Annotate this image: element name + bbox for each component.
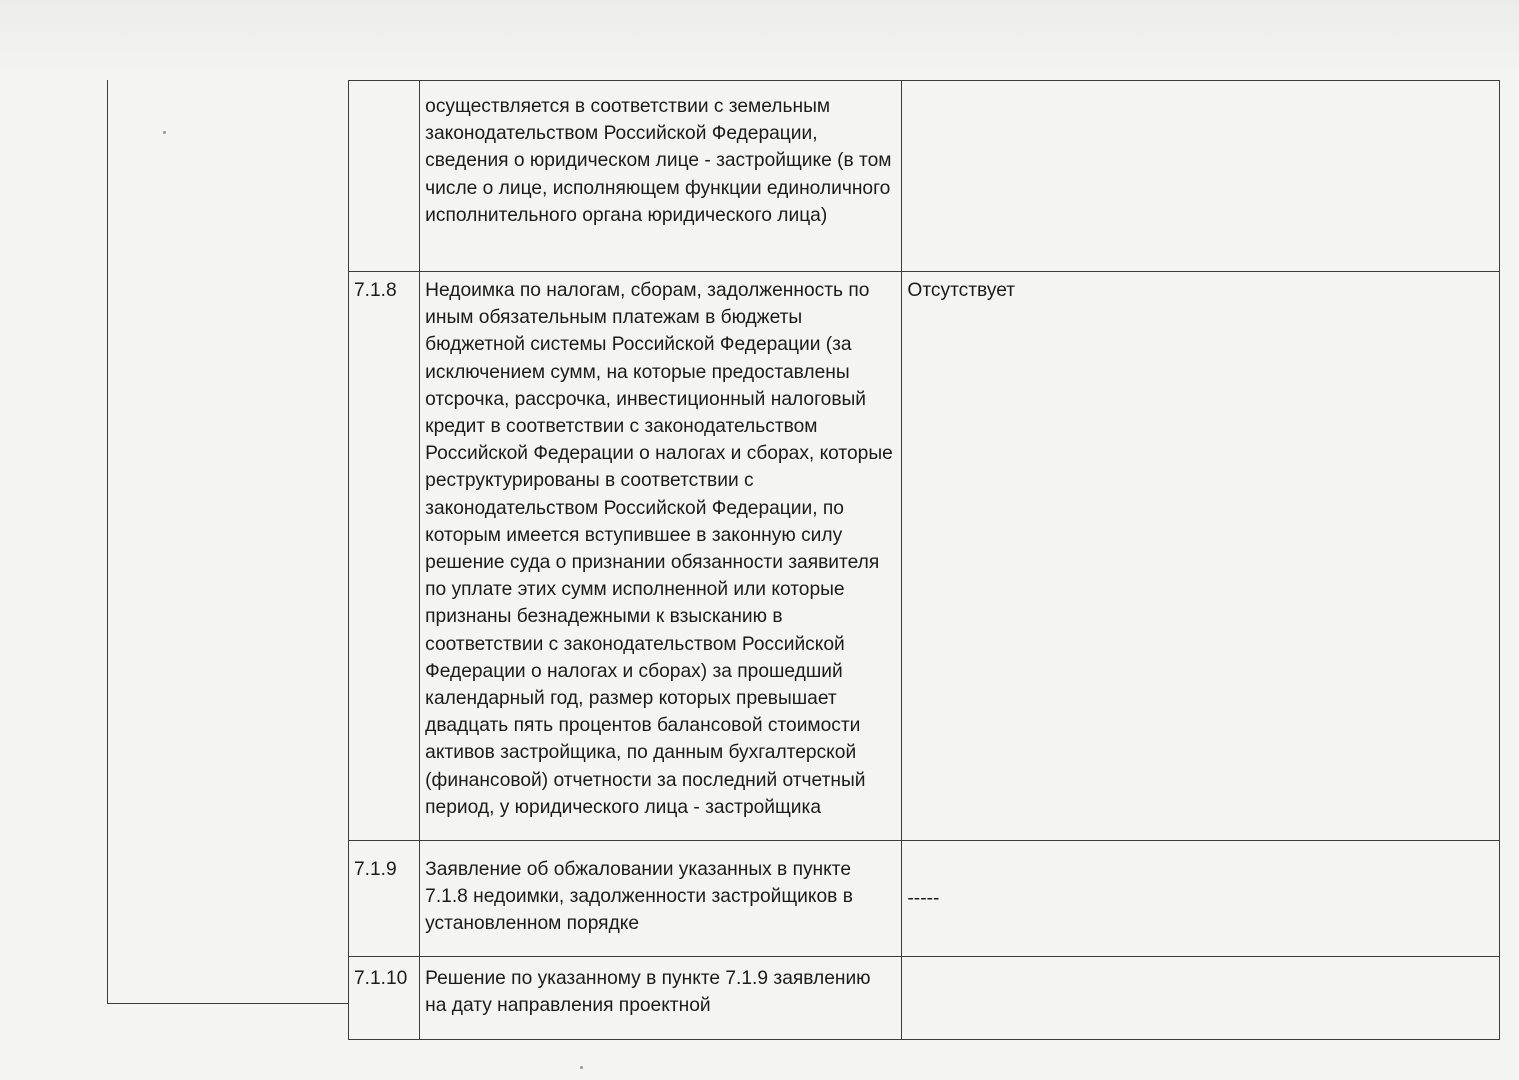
outer-table-bottom-border [107, 1003, 349, 1004]
outer-table-left-border [107, 80, 108, 1004]
scan-speck [163, 131, 166, 134]
row-value: Отсутствует [902, 272, 1500, 841]
row-value: ----- [902, 841, 1500, 957]
row-value [902, 81, 1500, 272]
declaration-table [348, 80, 1500, 1040]
table-row [349, 81, 1500, 272]
row-number: 7.1.10 [349, 957, 420, 1040]
scan-speck [580, 1066, 583, 1069]
row-number [349, 81, 420, 272]
row-description: Заявление об обжаловании указанных в пункте 7.1.8 недоимки, задолженности застройщиков в установленном порядке [420, 841, 902, 957]
row-number: 7.1.8 [349, 272, 420, 841]
scan-background [0, 0, 1519, 80]
table-row [349, 272, 1500, 841]
row-description: Недоимка по налогам, сборам, задолженность по иным обязательным платежам в бюджеты бюджетной системы Российской Федерации (за исключением сумм, на которые предоставлены отсрочка, рассрочка, инвестиционный налоговый кредит в соответствии с законодательством Российской Федерации о налогах и сборах, которые реструктурированы в соответствии с законодательством Российской Федерации, по которым имеется вступившее в законную силу решение суда о признании обязанности заявителя по уплате этих сумм исполненной или которые признаны безнадежными к взысканию в соответствии с законодательством Российской Федерации о налогах и сборах) за прошедший календарный год, размер которых превышает двадцать пять процентов балансовой стоимости активов застройщика, по данным бухгалтерской (финансовой) отчетности за последний отчетный период, у юридического лица - застройщика [420, 272, 902, 841]
row-number: 7.1.9 [349, 841, 420, 957]
row-value [902, 957, 1500, 1040]
row-description: Решение по указанному в пункте 7.1.9 заявлению на дату направления проектной [420, 957, 902, 1040]
row-description: осуществляется в соответствии с земельным законодательством Российской Федерации, сведения о юридическом лице - застройщике (в том числе о лице, исполняющем функции единоличного исполнительного органа юридического лица) [420, 81, 902, 272]
table-row [349, 957, 1500, 1040]
table-row [349, 841, 1500, 957]
